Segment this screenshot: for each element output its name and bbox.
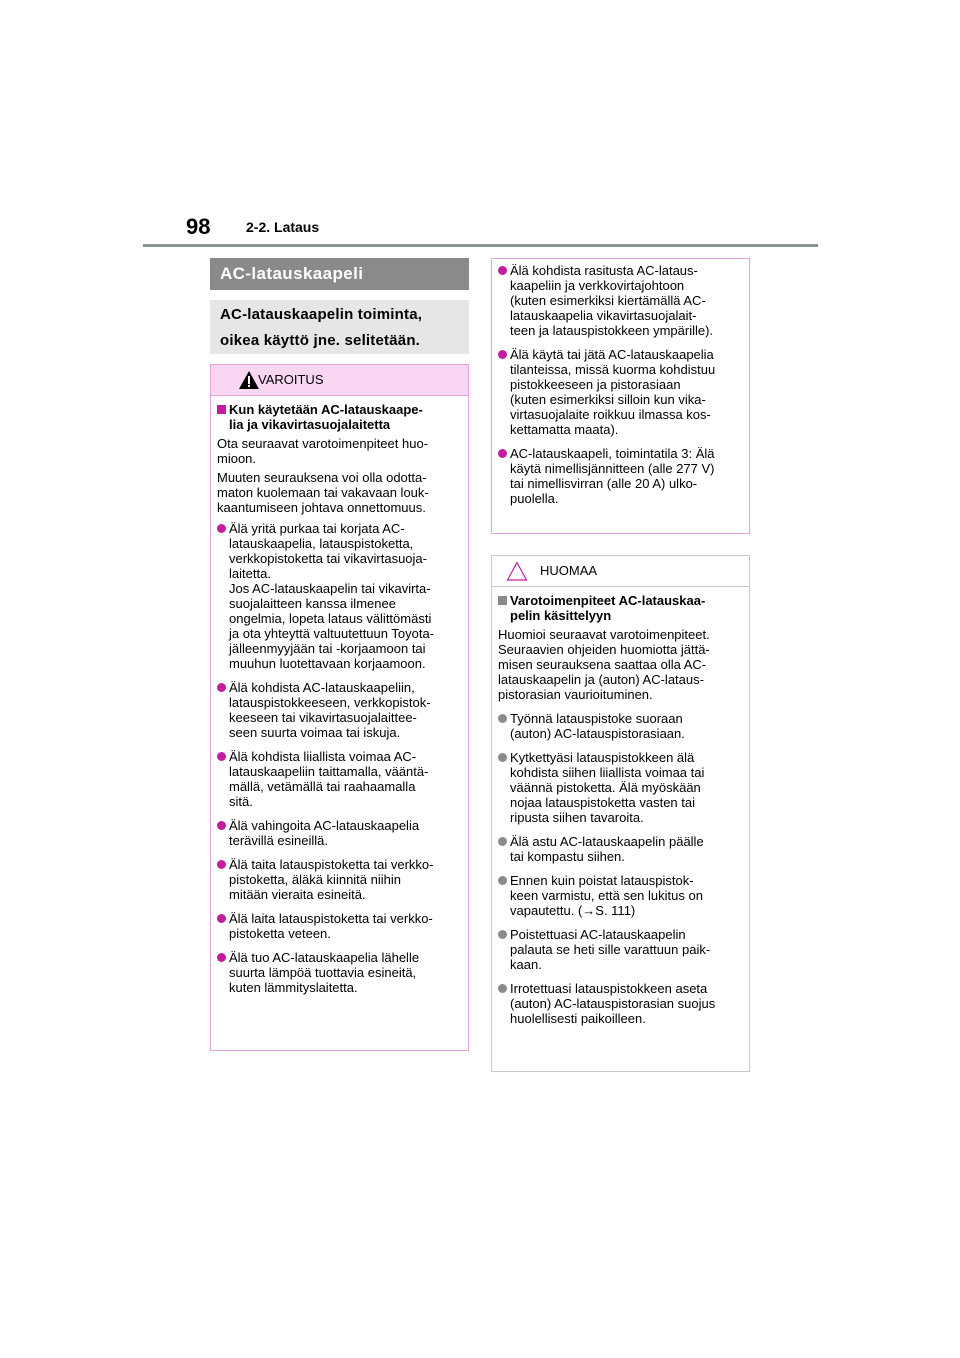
bullet-item	[217, 857, 462, 902]
bullet-line: (auton) AC-latauspistorasiaan.	[510, 726, 685, 741]
bullet-line: latauskaapeliin taittamalla, vääntä-	[229, 764, 429, 779]
bullet-line: Älä astu AC-latauskaapelin päälle	[510, 834, 704, 849]
bullet-line: terävillä esineillä.	[229, 833, 328, 848]
round-bullet-icon	[498, 350, 507, 359]
bullet-line: Älä kohdista AC-latauskaapeliin,	[229, 680, 415, 695]
notice-title: HUOMAA	[540, 563, 598, 578]
warning-title: VAROITUS	[258, 372, 324, 387]
text-line: Huomioi seuraavat varotoimenpiteet.	[498, 627, 710, 642]
bullet-line: kaapeliin ja verkkovirtajohtoon	[510, 278, 685, 293]
bullet-line: jälleenmyyjään tai -korjaamoon tai	[229, 641, 426, 656]
bullet-line: keeseen tai vikavirtasuojalaittee-	[229, 710, 417, 725]
bullet-line: Älä käytä tai jätä AC-latauskaapelia	[510, 347, 714, 362]
bullet-line: tilanteissa, missä kuorma kohdistuu	[510, 362, 716, 377]
bullet-line: Kytkettyäsi latauspistokkeen älä	[510, 750, 695, 765]
text-line: latauskaapelin ja (auton) AC-lataus-	[498, 672, 704, 687]
bullet-line: Älä kohdista liiallista voimaa AC-	[229, 749, 417, 764]
bullet-line: Poistettuasi AC-latauskaapelin	[510, 927, 686, 942]
bullet-line: virtasuojalaite roikkuu ilmassa kos-	[510, 407, 711, 422]
bullet-line: pistoketta veteen.	[229, 926, 331, 941]
intro-box	[210, 300, 469, 354]
bullet-line: tai nimellisvirran (alle 20 A) ulko-	[510, 476, 698, 491]
text-line: maton kuolemaan tai vakavaan louk-	[217, 485, 429, 500]
round-bullet-icon	[217, 524, 226, 533]
square-bullet-icon	[498, 596, 507, 605]
round-bullet-icon	[498, 984, 507, 993]
bullet-item	[217, 911, 462, 941]
bullet-line: sitä.	[229, 794, 253, 809]
bullet-line: Jos AC-latauskaapelin tai vikavirta-	[229, 581, 431, 596]
bullet-line: latauskaapelia vikavirtasuojalait-	[510, 308, 697, 323]
header-rule	[143, 244, 818, 247]
round-bullet-icon	[498, 449, 507, 458]
bullet-item	[217, 680, 462, 740]
bullet-line: Älä kohdista rasitusta AC-lataus-	[510, 263, 698, 278]
text-line: Seuraavien ohjeiden huomiotta jättä-	[498, 642, 710, 657]
bullet-line: seen suurta voimaa tai iskuja.	[229, 725, 401, 740]
bullet-line: Työnnä latauspistoke suoraan	[510, 711, 683, 726]
square-bullet-icon	[217, 405, 226, 414]
text-line: kaantumiseen johtava onnettomuus.	[217, 500, 426, 515]
caution-outline-icon	[506, 561, 528, 581]
notice-heading	[498, 593, 743, 623]
bullet-line: käytä nimellisjännitteen (alle 277 V)	[510, 461, 715, 476]
bullet-line: palauta se heti sille varattuun paik-	[510, 942, 711, 957]
bullet-list	[217, 521, 462, 995]
bullet-item	[498, 711, 743, 741]
bullet-line: Älä tuo AC-latauskaapelia lähelle	[229, 950, 420, 965]
round-bullet-icon	[217, 860, 226, 869]
bullet-item	[498, 263, 743, 338]
bullet-item	[217, 749, 462, 809]
bullet-line: AC-latauskaapeli, toimintatila 3: Älä	[510, 446, 715, 461]
text-line: misen seurauksena saattaa olla AC-	[498, 657, 707, 672]
bullet-item	[498, 446, 743, 506]
paragraph	[217, 470, 462, 515]
bullet-line: Älä yritä purkaa tai korjata AC-	[229, 521, 405, 536]
bullet-item	[217, 521, 462, 671]
round-bullet-icon	[217, 914, 226, 923]
bullet-line: pistokkeeseen ja pistorasiaan	[510, 377, 681, 392]
notice-header	[492, 556, 749, 587]
bullet-item	[498, 750, 743, 825]
bullet-line: laitetta.	[229, 566, 271, 581]
bullet-line: vapautettu. (→S. 111)	[510, 903, 636, 918]
bullet-line: ripusta siihen tavaroita.	[510, 810, 644, 825]
bullet-line: muuhun luotettavaan korjaamoon.	[229, 656, 426, 671]
bullet-item	[498, 347, 743, 437]
bullet-line: ongelmia, lopeta lataus välittömästi	[229, 611, 432, 626]
round-bullet-icon	[498, 753, 507, 762]
heading-line: pelin käsittelyyn	[510, 608, 612, 623]
heading-line: Varotoimenpiteet AC-latauskaa-	[510, 593, 706, 608]
intro-line: oikea käyttö jne. selitetään.	[220, 332, 421, 349]
round-bullet-icon	[498, 930, 507, 939]
bullet-list	[498, 711, 743, 1026]
bullet-line: Älä vahingoita AC-latauskaapelia	[229, 818, 420, 833]
bullet-item	[217, 818, 462, 848]
bullet-item	[498, 873, 743, 918]
section-label: 2-2. Lataus	[246, 219, 320, 235]
bullet-item	[498, 981, 743, 1026]
page-number: 98	[186, 214, 211, 239]
round-bullet-icon	[498, 837, 507, 846]
bullet-line: väännä pistoketta. Älä myöskään	[510, 780, 701, 795]
text-line: pistorasian vaurioituminen.	[498, 687, 653, 702]
bullet-item	[217, 950, 462, 995]
bullet-line: Irrotettuasi latauspistokkeen aseta	[510, 981, 708, 996]
bullet-line: kohdista siihen liiallista voimaa tai	[510, 765, 705, 780]
notice-body	[492, 587, 749, 1026]
bullet-line: pistoketta, äläkä kiinnitä niihin	[229, 872, 401, 887]
bullet-line: verkkopistoketta tai vikavirtasuoja-	[229, 551, 427, 566]
bullet-line: (kuten esimerkiksi silloin kun vika-	[510, 392, 706, 407]
bullet-item	[498, 927, 743, 972]
warning-header	[211, 365, 468, 396]
bullet-line: huolellisesti paikoilleen.	[510, 1011, 646, 1026]
round-bullet-icon	[217, 683, 226, 692]
text-line: Ota seuraavat varotoimenpiteet huo-	[217, 436, 429, 451]
round-bullet-icon	[498, 266, 507, 275]
bullet-line: (kuten esimerkiksi kiertämällä AC-	[510, 293, 706, 308]
round-bullet-icon	[217, 953, 226, 962]
text-line: Muuten seurauksena voi olla odotta-	[217, 470, 427, 485]
section-title: AC-latauskaapeli	[210, 258, 469, 290]
bullet-line: latauskaapelia, latauspistoketta,	[229, 536, 414, 551]
text-line: mioon.	[217, 451, 257, 466]
warning-box	[210, 364, 469, 1051]
paragraph	[498, 627, 743, 702]
bullet-line: kaan.	[510, 957, 542, 972]
bullet-line: nojaa latauspistoketta vasten tai	[510, 795, 696, 810]
bullet-line: teen ja latauspistokkeen ympärille).	[510, 323, 714, 338]
round-bullet-icon	[217, 752, 226, 761]
warning-heading	[217, 402, 462, 432]
bullet-line: Älä taita latauspistoketta tai verkko-	[229, 857, 434, 872]
paragraph	[217, 436, 462, 466]
bullet-line: (auton) AC-latauspistorasian suojus	[510, 996, 716, 1011]
round-bullet-icon	[498, 714, 507, 723]
bullet-line: mällä, vetämällä tai raahaamalla	[229, 779, 416, 794]
bullet-line: tai kompastu siihen.	[510, 849, 625, 864]
heading-line: lia ja vikavirtasuojalaitetta	[229, 417, 391, 432]
bullet-line: suurta lämpöä tuottavia esineitä,	[229, 965, 417, 980]
bullet-line: mitään vieraita esineitä.	[229, 887, 366, 902]
heading-line: Kun käytetään AC-latauskaape-	[229, 402, 423, 417]
bullet-item	[498, 834, 743, 864]
warning-triangle-icon	[238, 370, 260, 390]
warning-body	[211, 396, 468, 995]
round-bullet-icon	[498, 876, 507, 885]
bullet-line: Ennen kuin poistat latauspistok-	[510, 873, 694, 888]
bullet-line: ja ota yhteyttä valtuutettuun Toyota-	[229, 626, 435, 641]
bullet-line: latauspistokkeeseen, verkkopistok-	[229, 695, 431, 710]
round-bullet-icon	[217, 821, 226, 830]
bullet-list	[498, 263, 743, 506]
bullet-line: puolella.	[510, 491, 559, 506]
bullet-line: kettamatta maata).	[510, 422, 619, 437]
notice-box	[491, 555, 750, 1072]
bullet-line: Älä laita latauspistoketta tai verkko-	[229, 911, 433, 926]
bullet-line: kuten lämmityslaitetta.	[229, 980, 358, 995]
warning-body	[492, 259, 749, 506]
bullet-line: keen varmistu, että sen lukitus on	[510, 888, 703, 903]
bullet-line: suojalaitteen kanssa ilmenee	[229, 596, 396, 611]
warning-box-continued	[491, 258, 750, 534]
intro-line: AC-latauskaapelin toiminta,	[220, 306, 423, 323]
